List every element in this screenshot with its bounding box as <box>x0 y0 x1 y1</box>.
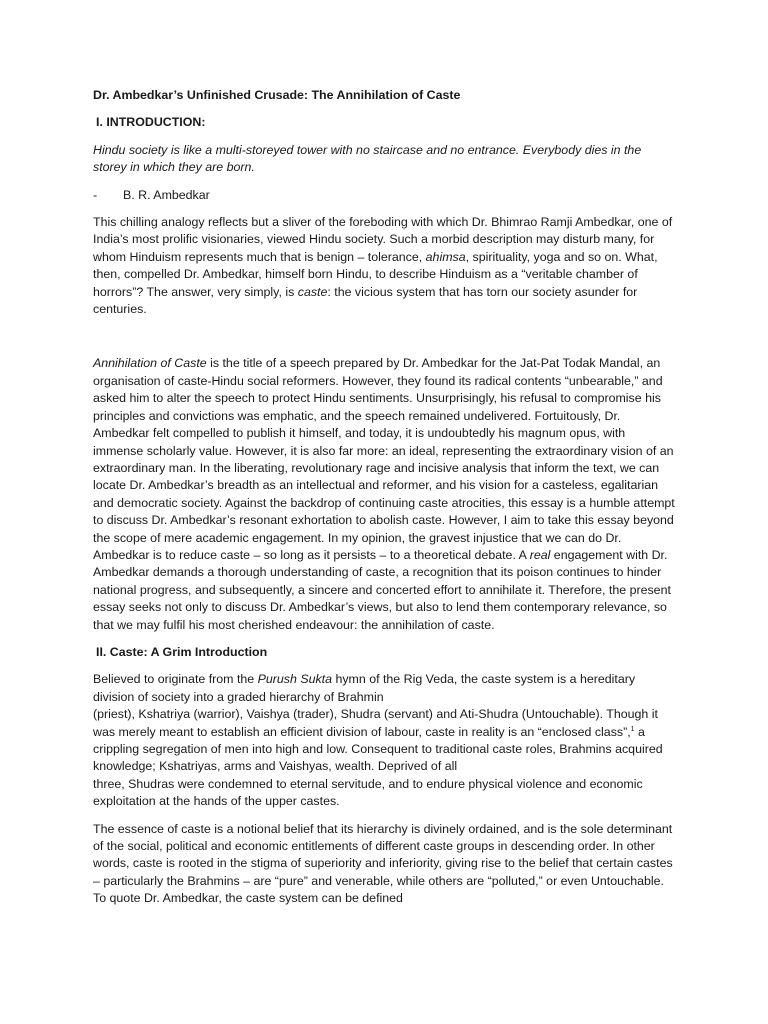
paragraph-intro-text-b: , spirituality, yoga and so on. What, then, compelled Dr. Ambedkar, himself born Hindu, to describe Hinduism as a “veritable chamber of horrors”? The answer, very simply, is <box>93 249 658 299</box>
paragraph-caste-origin-text-c: (priest), Kshatriya (warrior), Vaishya (trader), Shudra (servant) and Ati-Shudra (Untouchable). Though it was merely meant to establish an efficient division of labour, caste in reality is an “enclosed class”, <box>93 707 658 739</box>
paragraph-intro-ahimsa: ahimsa <box>425 249 466 264</box>
paragraph-annihilation-text-b: engagement with Dr. Ambedkar demands a thorough understanding of caste, a recognition that its poison continues to hinder national progress, and subsequently, a sincere and concerted effort to annihilate it. Therefore, the present essay seeks not only to discuss Dr. Ambedkar’s views, but also to lend them contemporary relevance, so that we may fulfil his most cherished endeavour: the annihilation of caste. <box>93 547 671 632</box>
paragraph-annihilation <box>93 355 677 634</box>
paragraph-caste-origin-text-d: a crippling segregation of men into high and low. Consequent to traditional caste roles, Brahmins acquired knowledge; Kshatriyas, arms and Vaishyas, wealth. Deprived of all <box>93 724 663 774</box>
paragraph-caste-origin-text-e: three, Shudras were condemned to eternal servitude, and to endure physical violence and economic exploitation at the hands of the upper castes. <box>93 776 643 809</box>
paragraph-caste-origin <box>93 671 677 810</box>
attribution-author: B. R. Ambedkar <box>123 187 210 202</box>
document-page <box>93 87 677 918</box>
paragraph-annihilation-title: Annihilation of Caste <box>93 356 207 371</box>
paragraph-annihilation-real: real <box>529 547 551 562</box>
paragraph-caste-essence: The essence of caste is a notional belief that its hierarchy is divinely ordained, and is the sole determinant of the social, political and economic entitlements of different caste groups in descending order. In other words, caste is rooted in the stigma of superiority and inferiority, giving rise to the belief that certain castes – particularly the Brahmins – are “pure” and venerable, while others are “polluted,” or even Untouchable. To quote Dr. Ambedkar, the caste system can be defined <box>93 821 673 906</box>
section-heading-introduction: I. INTRODUCTION: <box>96 115 206 130</box>
footnote-marker[interactable]: 1 <box>630 725 635 733</box>
paragraph-intro-text-a: This chilling analogy reflects but a sliver of the foreboding with which Dr. Bhimrao Ramji Ambedkar, one of India’s most prolific visionaries, viewed Hindu society. Such a morbid description may disturb many, for whom Hinduism represents much that is benign – tolerance, <box>93 215 673 264</box>
paragraph-intro <box>93 214 677 318</box>
attribution-dash: - <box>93 187 98 202</box>
paragraph-intro-text-c: : the vicious system that has torn our society asunder for centuries. <box>93 284 638 317</box>
paragraph-annihilation-text-a: is the title of a speech prepared by Dr. Ambedkar for the Jat-Pat Todak Mandal, an organisation of caste-Hindu social reformers. However, they found its radical contents “unbearable,” and asked him to alter the speech to protect Hindu sentiments. Unsurprisingly, his refusal to compromise his principles and convictions was emphatic, and the speech remained undelivered. Fortuitously, Dr. Ambedkar felt compelled to publish it himself, and today, it is undoubtedly his magnum opus, with immense scholarly value. However, it is also far more: an ideal, representing the extraordinary vision of an extraordinary man. In the liberating, revolutionary rage and incisive analysis that inform the text, we can locate Dr. Ambedkar’s breadth as an intellectual and reformer, and his vision for a casteless, egalitarian and democratic society. Against the backdrop of continuing caste atrocities, this essay is a humble attempt to discuss Dr. Ambedkar’s resonant exhortation to abolish caste. However, I aim to take this essay beyond the scope of mere academic engagement. In my opinion, the gravest injustice that we can do Dr. Ambedkar is to reduce caste – so long as it persists – to a theoretical debate. A <box>93 356 675 562</box>
paragraph-caste-origin-text-b: hymn of the Rig Veda, the caste system is a hereditary division of society into a graded hierarchy of Brahmin <box>93 672 636 704</box>
document-title: Dr. Ambedkar’s Unfinished Crusade: The Annihilation of Caste <box>93 88 461 102</box>
paragraph-caste-origin-text-a: Believed to originate from the <box>93 672 258 687</box>
epigraph-quote: Hindu society is like a multi-storeyed tower with no staircase and no entrance. Everybody dies in the storey in which they are born. <box>93 142 642 175</box>
paragraph-gap <box>93 328 677 355</box>
paragraph-intro-caste: caste <box>297 284 328 299</box>
paragraph-caste-origin-sukta: Purush Sukta <box>257 672 333 687</box>
epigraph-attribution <box>93 187 677 204</box>
section-heading-caste: II. Caste: A Grim Introduction <box>96 644 268 659</box>
